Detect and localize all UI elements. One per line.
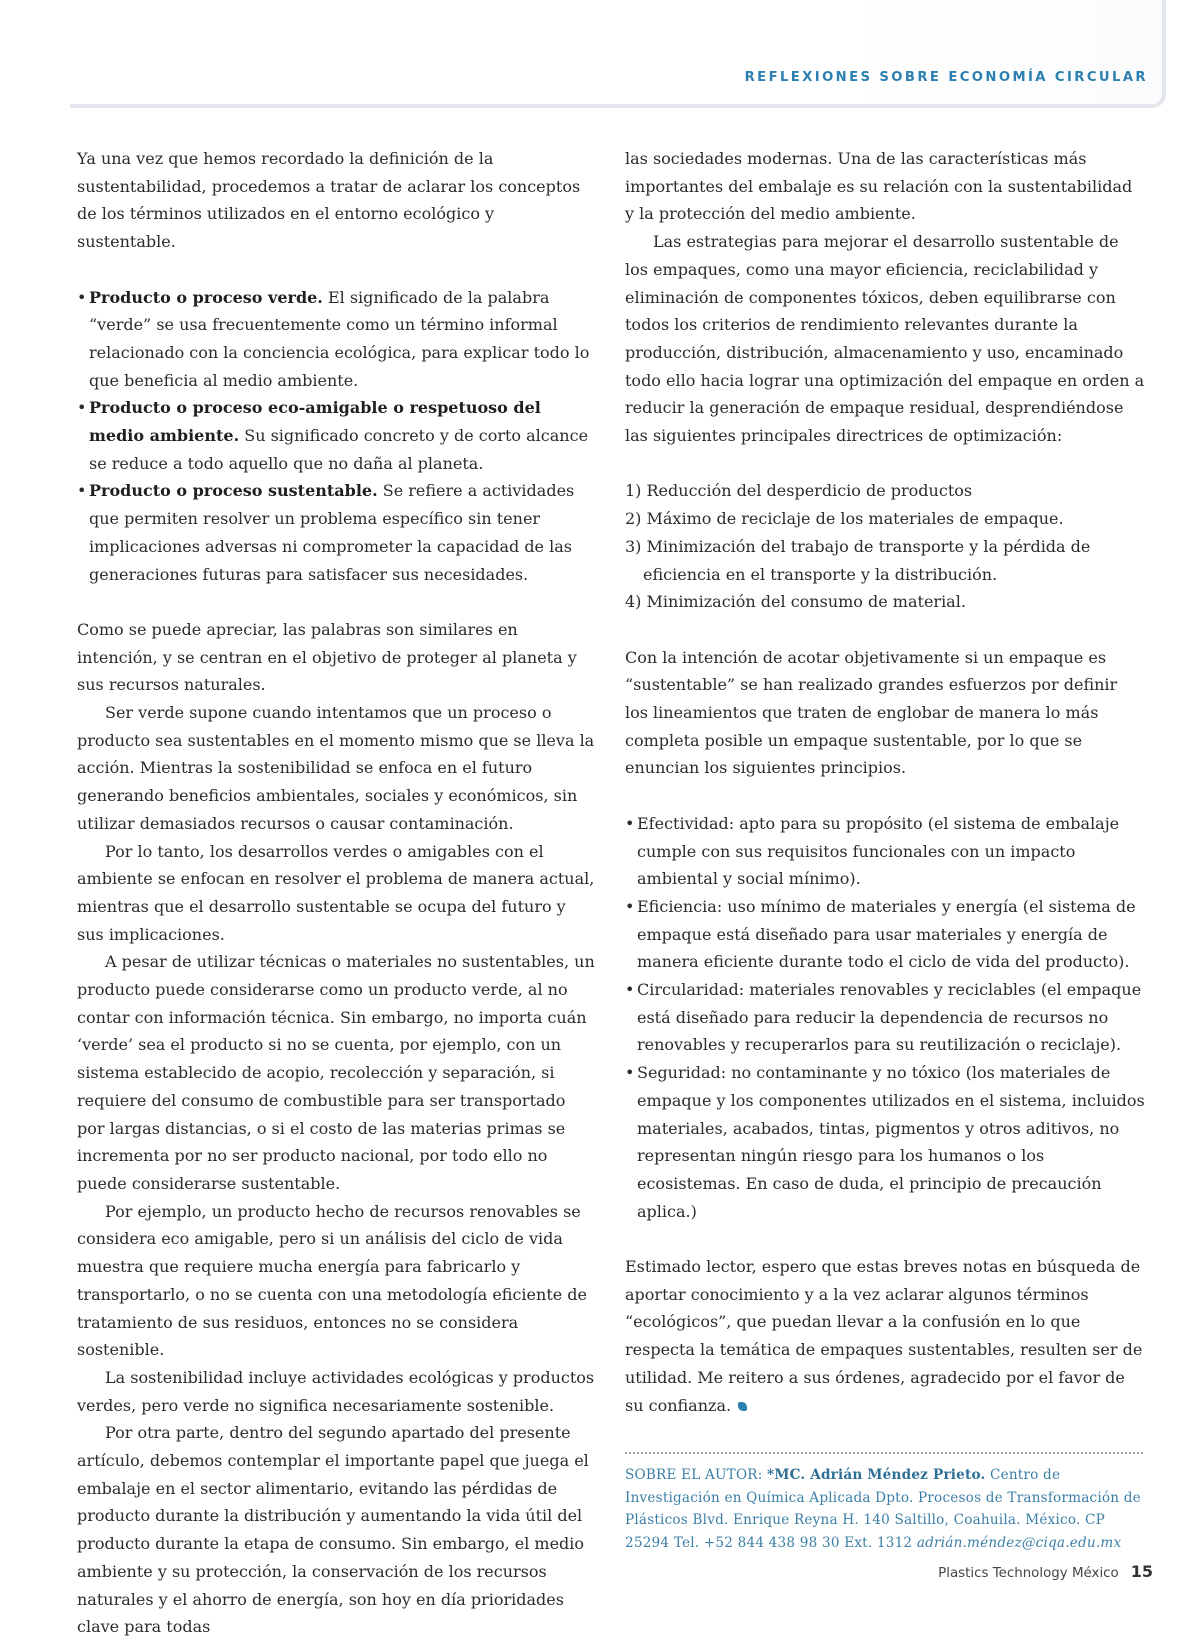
list-item: [77, 394, 597, 477]
definition-term: Producto o proceso verde.: [89, 287, 323, 307]
author-note: [625, 1464, 1153, 1554]
header-band: [70, 0, 1166, 108]
definition-text: Se refiere a actividades que permiten resolver un problema específico sin tener implicaciones adversas ni comprometer la capacidad de las generaciones futuras para satisfacer sus necesidades.: [89, 481, 575, 584]
author-name: *MC. Adrián Méndez Prieto.: [767, 1467, 986, 1483]
definitions-list: [77, 284, 597, 589]
list-item: [77, 477, 597, 588]
optimization-list: [625, 477, 1145, 616]
list-item: • Circularidad: materiales renovables y reciclables (el empaque está diseñado para reducir la dependencia de recursos no renovables y recuperarlos para su reutilización o reciclaje).: [625, 976, 1145, 1059]
list-item: [77, 284, 597, 395]
author-label: SOBRE EL AUTOR:: [625, 1467, 768, 1483]
body-paragraph: Por otra parte, dentro del segundo apartado del presente artículo, debemos contemplar el importante papel que juega el embalaje en el sector alimentario, evitando las pérdidas de producto durante la distribución y aumentando la vida útil del producto durante la etapa de consumo. Sin embargo, el medio ambiente y su protección, la conservación de los recursos naturales y el ahorro de energía, son hoy en día prioridades clave para todas: [77, 1423, 589, 1637]
principles-list: [625, 810, 1145, 1226]
right-column: [625, 145, 1145, 1419]
list-item: 1) Reducción del desperdicio de productos: [625, 481, 973, 501]
closing-paragraph: [625, 1253, 1145, 1419]
intro-paragraph: Ya una vez que hemos recordado la definición de la sustentabilidad, procedemos a tratar de aclarar los conceptos de los términos utilizados en el entorno ecológico y sustentable.: [77, 149, 581, 252]
page-number: 15: [1130, 1562, 1153, 1581]
body-paragraph: Con la intención de acotar objetivamente si un empaque es “sustentable” se han realizado grandes esfuerzos por definir los lineamientos que traten de englobar de manera lo más completa posible un empaque sustentable, por lo que se enuncian los siguientes principios.: [625, 647, 1118, 778]
definition-text: Su significado concreto y de corto alcance se reduce a todo aquello que no daña al planeta.: [89, 426, 589, 473]
closing-text: Estimado lector, espero que estas breves notas en búsqueda de aportar conocimiento y a la vez aclarar algunos términos “ecológicos”, que puedan llevar a la confusión en lo que respecta la temática de empaques sustentables, resulten ser de utilidad. Me reitero a sus órdenes, agradecido por el favor de su confianza.: [625, 1257, 1143, 1415]
definition-term: Producto o proceso eco-amigable o respetuoso del medio ambiente.: [89, 398, 541, 446]
body-paragraph: Por lo tanto, los desarrollos verdes o amigables con el ambiente se enfocan en resolver el problema de manera actual, mientras que el desarrollo sustentable se ocupa del futuro y sus implicaciones.: [77, 841, 595, 944]
list-item: • Eficiencia: uso mínimo de materiales y energía (el sistema de empaque está diseñado para usar materiales y energía de manera eficiente durante todo el ciclo de vida del producto).: [625, 893, 1145, 976]
author-divider: [625, 1452, 1143, 1454]
body-paragraph: las sociedades modernas. Una de las características más importantes del embalaje es su relación con la sustentabilidad y la protección del medio ambiente.: [625, 149, 1133, 224]
body-paragraph: Ser verde supone cuando intentamos que un proceso o producto sea sustentables en el momento mismo que se lleva la acción. Mientras la sostenibilidad se enfoca en el futuro generando beneficios ambientales, sociales y económicos, sin utilizar demasiados recursos o causar contaminación.: [77, 703, 595, 833]
author-email: adrián.méndez@ciqa.edu.mx: [916, 1534, 1122, 1551]
list-item: 3) Minimización del trabajo de transporte y la pérdida de eficiencia en el transporte y la distribución.: [625, 536, 1091, 584]
list-item: 2) Máximo de reciclaje de los materiales de empaque.: [625, 509, 1064, 529]
publication-name: Plastics Technology México: [938, 1566, 1119, 1581]
body-paragraph: Por ejemplo, un producto hecho de recursos renovables se considera eco amigable, pero si un análisis del ciclo de vida muestra que requiere mucha energía para fabricarlo y transportarlo, o no se cuenta con una metodología eficiente de tratamiento de sus residuos, entonces no se considera sostenible.: [77, 1201, 588, 1360]
body-paragraph: La sostenibilidad incluye actividades ecológicas y productos verdes, pero verde no significa necesariamente sostenible.: [77, 1367, 595, 1415]
definition-text: El significado de la palabra “verde” se usa frecuentemente como un término informal relacionado con la conciencia ecológica, para explicar todo lo que beneficia al medio ambiente.: [89, 287, 590, 390]
page-footer: [938, 1562, 1153, 1581]
body-paragraph: Como se puede apreciar, las palabras son similares en intención, y se centran en el objetivo de proteger al planeta y sus recursos naturales.: [77, 619, 577, 695]
author-details: Centro de Investigación en Química Aplicada Dpto. Procesos de Transformación de Plásticos Blvd. Enrique Reyna H. 140 Saltillo, Coahuila. México. CP 25294 Tel. +52 844 438 98 30 Ext. 1312: [625, 1467, 1141, 1551]
list-item: 4) Minimización del consumo de material.: [625, 592, 966, 612]
end-mark-icon: [738, 1402, 747, 1411]
body-paragraph: A pesar de utilizar técnicas o materiales no sustentables, un producto puede considerarse como un producto verde, al no contar con información técnica. Sin embargo, no importa cuán ‘verde’ sea el producto si no se cuenta, por ejemplo, con un sistema establecido de acopio, recolección y separación, si requiere del consumo de combustible para ser transportado por largas distancias, o si el costo de las materias primas se incrementa por no ser producto nacional, por todo ello no puede considerarse sustentable.: [77, 952, 595, 1193]
list-item: • Seguridad: no contaminante y no tóxico (los materiales de empaque y los componentes utilizados en el sistema, incluidos materiales, acabados, tintas, pigmentos y otros aditivos, no representan ningún riesgo para los humanos o los ecosistemas. En caso de duda, el principio de precaución aplica.): [625, 1059, 1145, 1225]
list-item: • Efectividad: apto para su propósito (el sistema de embalaje cumple con sus requisitos funcionales con un impacto ambiental y social mínimo).: [625, 810, 1145, 893]
definition-term: Producto o proceso sustentable.: [89, 481, 378, 501]
left-column: [77, 145, 597, 1641]
section-title: REFLEXIONES SOBRE ECONOMÍA CIRCULAR: [744, 70, 1148, 85]
body-paragraph: Las estrategias para mejorar el desarrollo sustentable de los empaques, como una mayor eficiencia, reciclabilidad y eliminación de componentes tóxicos, deben equilibrarse con todos los criterios de rendimiento relevantes durante la producción, distribución, almacenamiento y uso, encaminado todo ello hacia lograr una optimización del empaque en orden a reducir la generación de empaque residual, desprendiéndose las siguientes principales directrices de optimización:: [625, 232, 1145, 446]
